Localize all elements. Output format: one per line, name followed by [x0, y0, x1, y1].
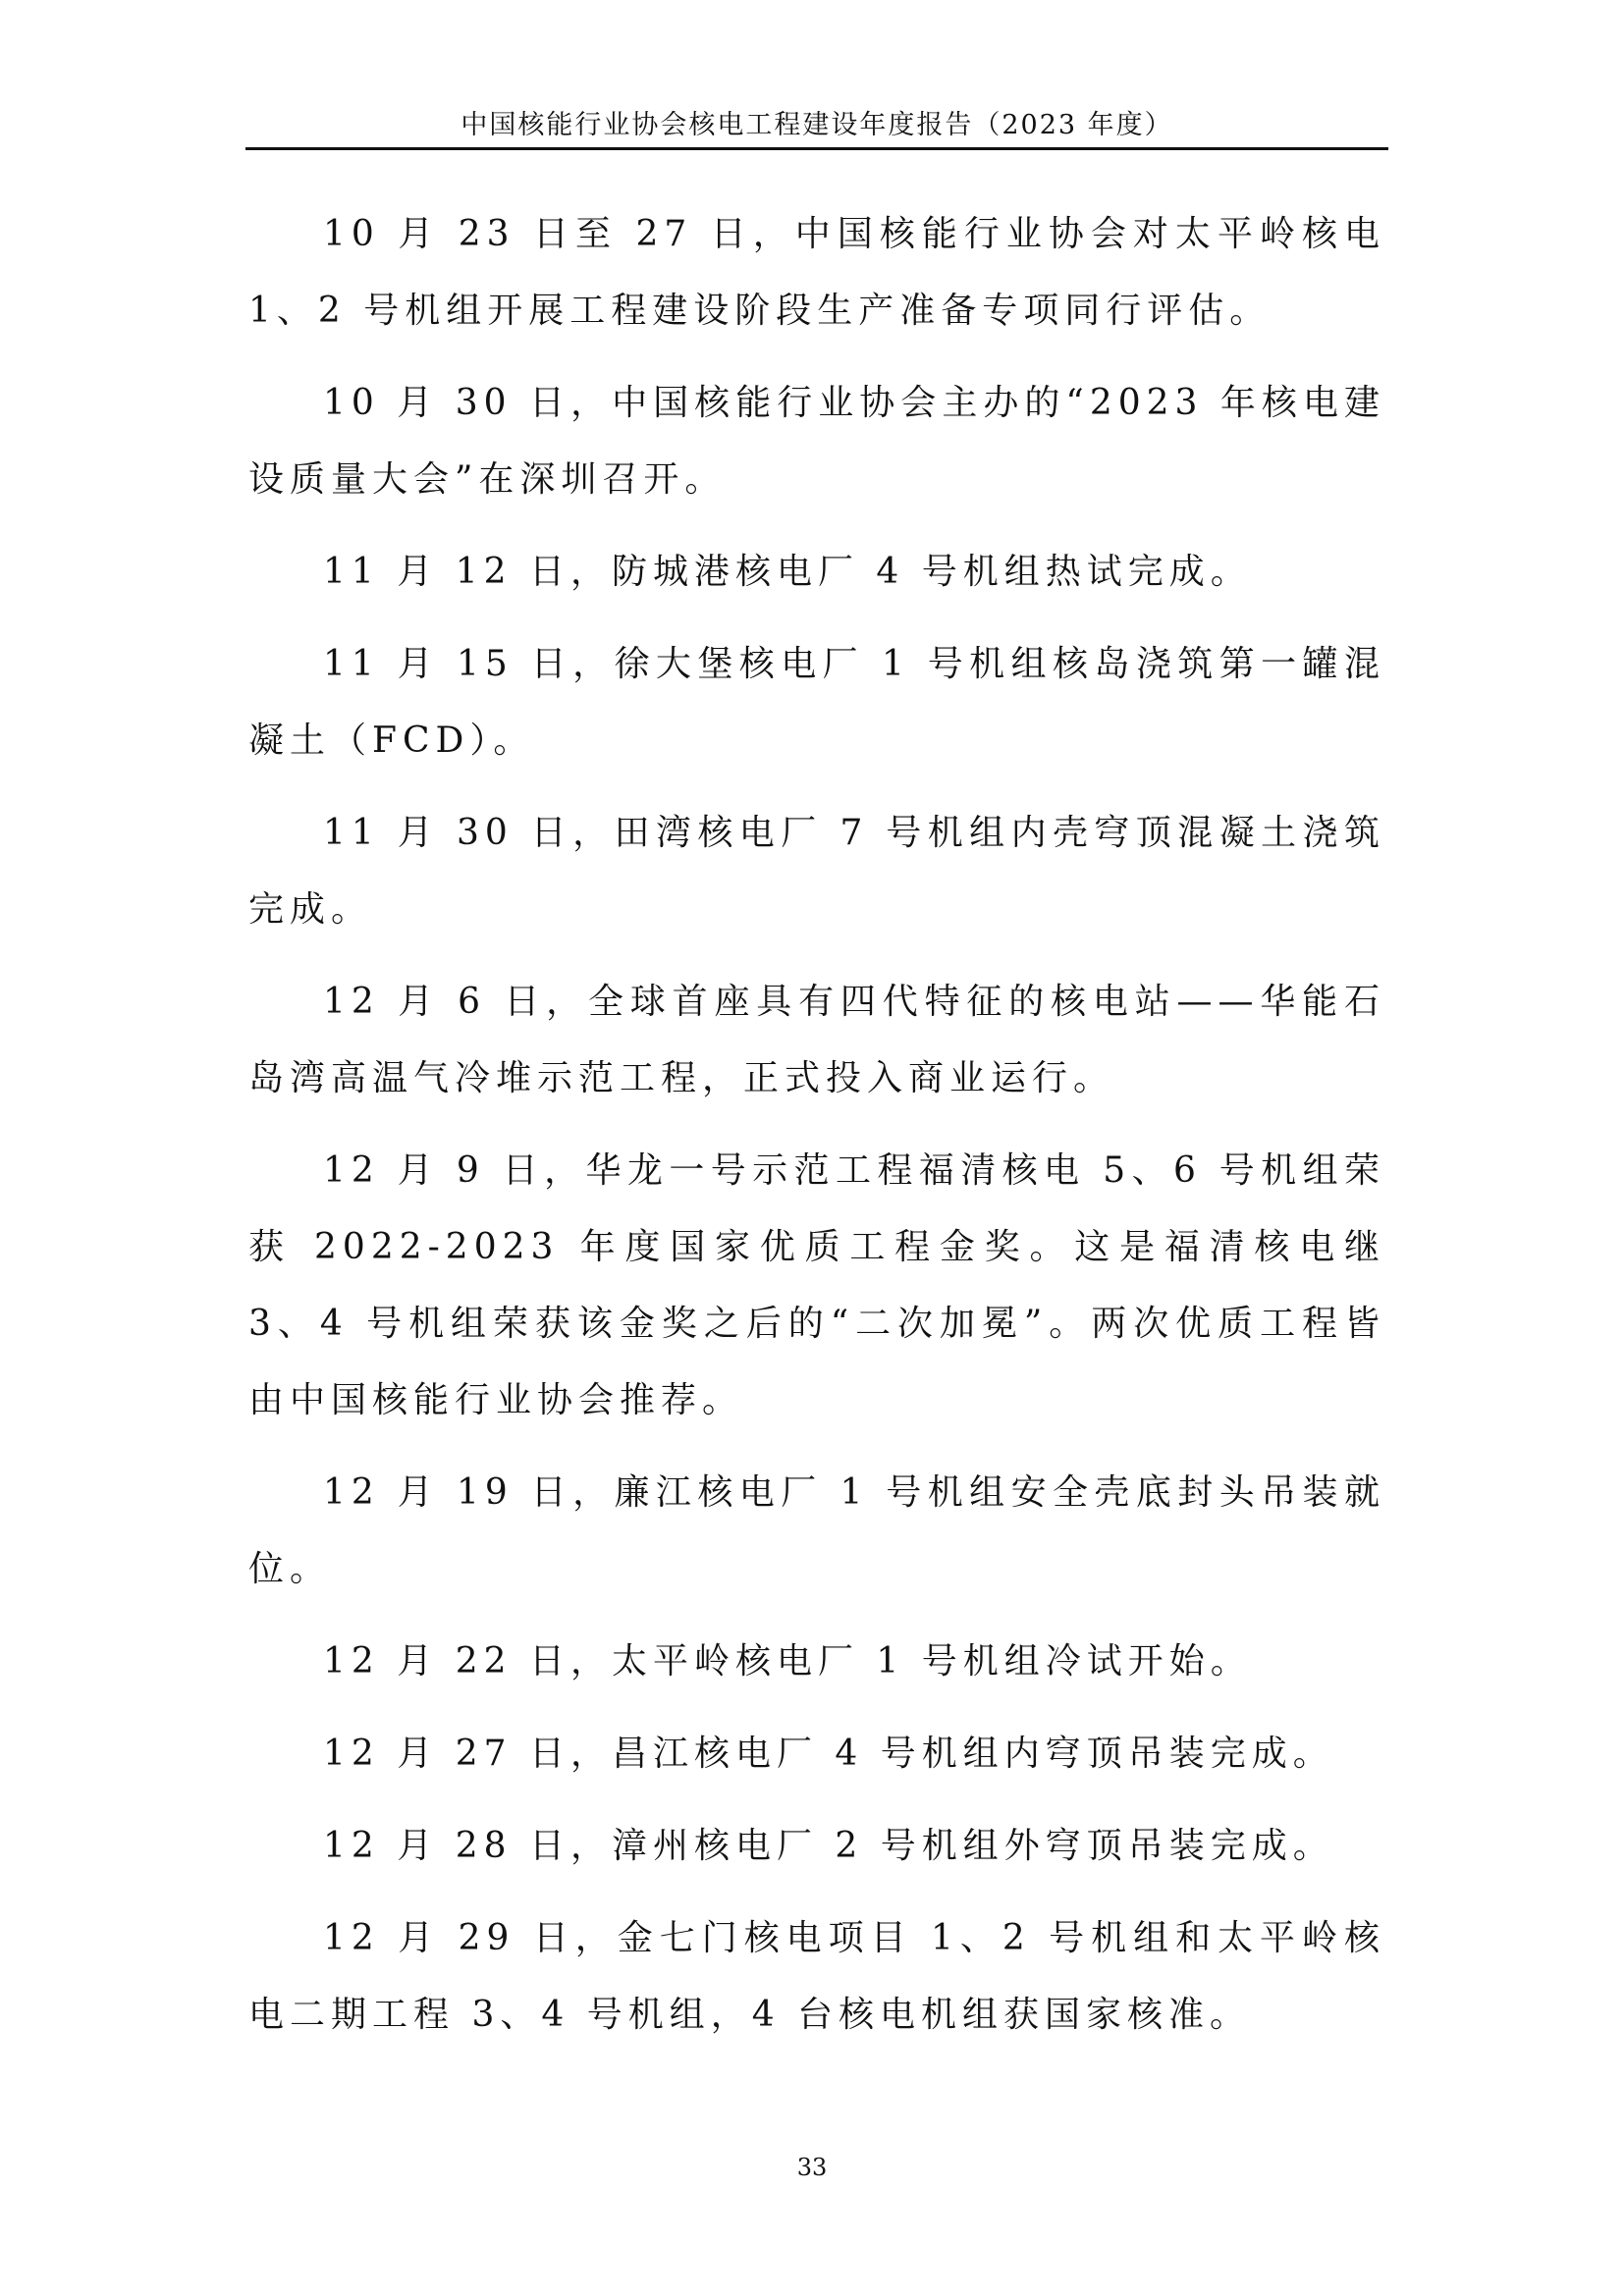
paragraph: 10 月 30 日，中国核能行业协会主办的“2023 年核电建设质量大会”在深圳召开。: [248, 383, 1385, 500]
paragraph: 12 月 6 日，全球首座具有四代特征的核电站——华能石岛湾高温气冷堆示范工程，正式投入商业运行。: [248, 982, 1385, 1098]
body-text: [248, 196, 1385, 2069]
paragraph: 11 月 30 日，田湾核电厂 7 号机组内壳穹顶混凝土浇筑完成。: [248, 813, 1385, 930]
page-number: 33: [796, 2154, 828, 2181]
header-rule: [245, 147, 1388, 150]
paragraph: 12 月 9 日，华龙一号示范工程福清核电 5、6 号机组荣获 2022-2023 年度国家优质工程金奖。这是福清核电继 3、4 号机组荣获该金奖之后的“二次加冕”。两次优质工程皆由中国核能行业协会推荐。: [248, 1150, 1385, 1420]
paragraph: 12 月 19 日，廉江核电厂 1 号机组安全壳底封头吊装就位。: [248, 1472, 1385, 1589]
running-header: 中国核能行业协会核电工程建设年度报告（2023 年度）: [460, 110, 1173, 140]
paragraph: 12 月 29 日，金七门核电项目 1、2 号机组和太平岭核电二期工程 3、4 号机组，4 台核电机组获国家核准。: [248, 1918, 1385, 2035]
paragraph: 11 月 12 日，防城港核电厂 4 号机组热试完成。: [323, 552, 1252, 592]
paragraph: 12 月 28 日，漳州核电厂 2 号机组外穹顶吊装完成。: [323, 1826, 1334, 1866]
paragraph: 12 月 22 日，太平岭核电厂 1 号机组冷试开始。: [323, 1641, 1252, 1682]
paragraph: 10 月 23 日至 27 日，中国核能行业协会对太平岭核电 1、2 号机组开展工程建设阶段生产准备专项同行评估。: [248, 214, 1385, 331]
paragraph: 11 月 15 日，徐大堡核电厂 1 号机组核岛浇筑第一罐混凝土（FCD）。: [248, 644, 1385, 761]
paragraph: 12 月 27 日，昌江核电厂 4 号机组内穹顶吊装完成。: [323, 1734, 1334, 1774]
